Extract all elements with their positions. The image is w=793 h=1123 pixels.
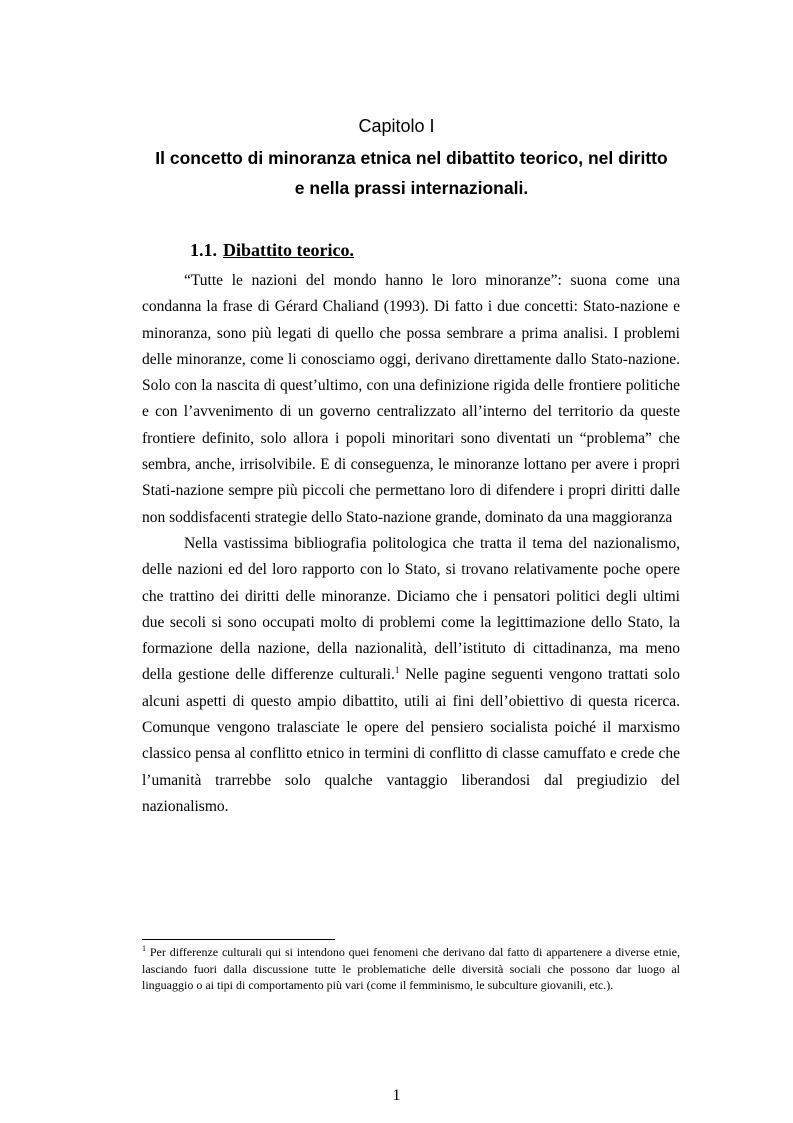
chapter-title: Il concetto di minoranza etnica nel dibattito teorico, nel diritto e nella prassi internazionali. <box>155 148 668 198</box>
section-title: Dibattito teorico. <box>223 240 354 260</box>
footnote-number: 1 <box>142 944 146 953</box>
body-text <box>142 268 680 820</box>
section-heading <box>190 238 354 262</box>
chapter-label: Capitolo I <box>358 116 435 136</box>
paragraph <box>142 531 680 820</box>
page-number: 1 <box>392 1087 401 1104</box>
paragraph-text: Nelle pagine seguenti vengono trattati solo alcuni aspetti di questo ampio dibattito, utili ai fini dell’obiettivo di questa ricerca. Comunque vengono tralasciate le opere del pensiero socialista poiché il marxismo classico pensa al conflitto etnico in termini di conflitto di classe camuffato e crede che l’umanità trarrebbe solo qualche vantaggio liberandosi dal pregiudizio del nazionalismo. <box>142 666 680 815</box>
paragraph: “Tutte le nazioni del mondo hanno le loro minoranze”: suona come una condanna la frase di Gérard Chaliand (1993). Di fatto i due concetti: Stato-nazione e minoranza, sono più legati di quello che possa sembrare a prima analisi. I problemi delle minoranze, come li conosciamo oggi, derivano direttamente dallo Stato-nazione. Solo con la nascita di quest’ultimo, con una definizione rigida delle frontiere politiche e con l’avvenimento di un governo centralizzato all’interno del territorio da queste frontiere definito, solo allora i popoli minoritari sono diventati un “problema” che sembra, anche, irrisolvibile. E di conseguenza, le minoranze lottano per avere i propri Stati-nazione sempre più piccoli che permettano loro di difendere i propri diritti dalle non soddisfacenti strategie dello Stato-nazione grande, dominato da una maggioranza <box>142 272 680 526</box>
footnote-separator <box>142 939 335 940</box>
footnote-text: Per differenze culturali qui si intendono quei fenomeni che derivano dal fatto di appartenere a diverse etnie, lasciando fuori dalla discussione tutte le problematiche delle diversità sociali che possono dar luogo al linguaggio o ai tipi di comportamento più vari (come il femminismo, le subculture giovanili, etc.). <box>142 945 680 992</box>
section-number: 1.1. <box>190 240 217 260</box>
paragraph-text: Nella vastissima bibliografia politologica che tratta il tema del nazionalismo, delle nazioni ed del loro rapporto con lo Stato, si trovano relativamente poche opere che trattino dei diritti delle minoranze. Diciamo che i pensatori politici degli ultimi due secoli si sono occupati molto di problemi come la legittimazione dello Stato, la formazione della nazione, della nazionalità, dell’istituto di cittadinanza, ma meno della gestione delle differenze culturali. <box>142 534 680 684</box>
footnote-reference: 1 <box>394 665 400 676</box>
footnote <box>142 944 680 994</box>
